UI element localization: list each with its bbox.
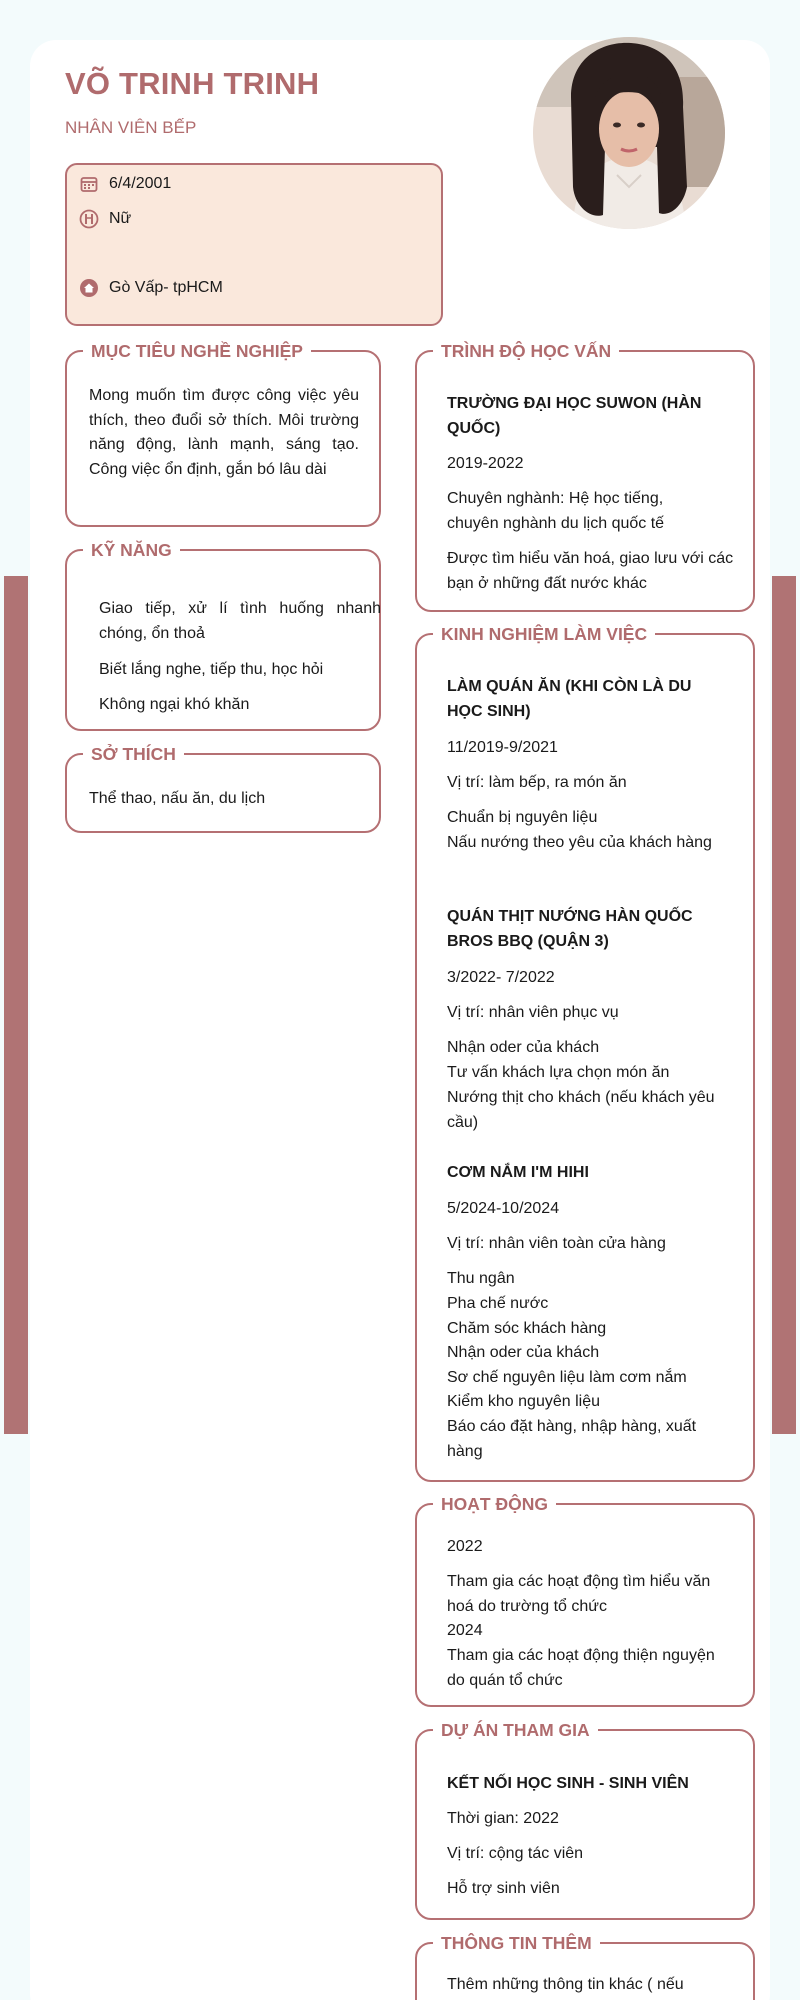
job-duty: Nhận oder của khách [447,1344,600,1361]
hobbies-text: Thể thao, nấu ăn, du lịch [89,790,266,807]
job-title: NHÂN VIÊN BẾP [65,118,197,137]
job-duty: Nhận oder của khách [447,1039,600,1056]
activity-text: Tham gia các hoạt động tìm hiểu văn hoá do trường tổ chức [447,1573,711,1615]
job-company: QUÁN THỊT NƯỚNG HÀN QUỐC BROS BBQ (QUẬN 3) [447,908,693,950]
activities-title: HOẠT ĐỘNG [433,1492,556,1516]
job-period: 5/2024-10/2024 [447,1200,560,1217]
profile-photo [533,37,725,229]
job-duty: Báo cáo đặt hàng, nhập hàng, xuất hàng [447,1418,697,1460]
hobbies-section [65,744,381,833]
objective-section [65,341,381,527]
birthday-row [79,174,171,194]
job-duty: Pha chế nước [447,1295,549,1312]
address-row [79,278,223,298]
job-duty: Nấu nướng theo yêu của khách hàng [447,834,712,851]
job-duty: Kiểm kho nguyên liệu [447,1393,600,1410]
job-period: 11/2019-9/2021 [447,739,558,756]
education-title: TRÌNH ĐỘ HỌC VẤN [433,339,619,363]
contact-info-box [65,163,443,326]
education-note: Được tìm hiểu văn hoá, giao lưu với các bạn ở những đất nước khác [447,550,734,592]
left-decor-band [4,576,28,1434]
project-name: KẾT NỐI HỌC SINH - SINH VIÊN [447,1775,689,1792]
activities-section [415,1494,755,1707]
calendar-icon [79,174,99,194]
project-time: Thời gian: 2022 [447,1810,559,1827]
job-duty: Thu ngân [447,1270,515,1287]
job-duty: Chuẩn bị nguyên liệu [447,809,598,826]
school-name: TRƯỜNG ĐẠI HỌC SUWON (HÀN QUỐC) [447,395,702,437]
birthday-value: 6/4/2001 [109,175,172,192]
activity-year: 2024 [447,1622,483,1639]
gender-row [79,209,131,229]
extra-info-text: Thêm những thông tin khác ( nếu [447,1976,684,1993]
experience-title: KINH NGHIỆM LÀM VIỆC [433,622,655,646]
job-position: Vị trí: nhân viên phục vụ [447,1004,619,1021]
job-duty: Tư vấn khách lựa chọn món ăn [447,1064,670,1081]
experience-section [415,624,755,1482]
candidate-name: VÕ TRINH TRINH [65,66,320,101]
skill-item: Không ngại khó khăn [99,696,250,713]
skills-section [65,540,381,731]
address-value: Gò Vấp- tpHCM [109,279,223,296]
skills-title: KỸ NĂNG [83,538,180,562]
education-period: 2019-2022 [447,455,524,472]
objective-title: MỤC TIÊU NGHỀ NGHIỆP [83,339,311,363]
job-duty: Sơ chế nguyên liệu làm cơm nắm [447,1369,687,1386]
skill-item: Biết lắng nghe, tiếp thu, học hỏi [99,661,324,678]
job-duty: Nướng thịt cho khách (nếu khách yêu cầu) [447,1089,715,1131]
extra-info-title: THÔNG TIN THÊM [433,1931,600,1955]
right-decor-band [772,576,796,1434]
activity-year: 2022 [447,1538,483,1555]
projects-section [415,1720,755,1920]
project-position: Vị trí: cộng tác viên [447,1845,584,1862]
job-position: Vị trí: nhân viên toàn cửa hàng [447,1235,666,1252]
job-company: CƠM NẮM I'M HIHI [447,1164,589,1181]
extra-info-section [415,1933,755,2000]
job-company: LÀM QUÁN ĂN (KHI CÒN LÀ DU HỌC SINH) [447,678,692,720]
job-position: Vị trí: làm bếp, ra món ăn [447,774,627,791]
activity-text: Tham gia các hoạt động thiện nguyện do quán tổ chức [447,1647,715,1689]
gender-value: Nữ [109,210,132,227]
job-period: 3/2022- 7/2022 [447,969,555,986]
gender-icon [79,209,99,229]
skill-item: Giao tiếp, xử lí tình huống nhanh chóng, ổn thoả [99,600,381,642]
projects-title: DỰ ÁN THAM GIA [433,1718,598,1742]
education-section [415,341,755,612]
hobbies-title: SỞ THÍCH [83,742,184,766]
home-icon [79,278,99,298]
education-major: Chuyên nghành: Hệ học tiếng, chuyên nghành du lịch quốc tế [447,490,665,532]
project-task: Hỗ trợ sinh viên [447,1880,560,1897]
job-duty: Chăm sóc khách hàng [447,1320,607,1337]
objective-text: Mong muốn tìm được công việc yêu thích, theo đuổi sở thích. Môi trường năng động, lành mạnh, sáng tạo. Công việc ổn định, gắn bó lâu dài [89,387,359,478]
